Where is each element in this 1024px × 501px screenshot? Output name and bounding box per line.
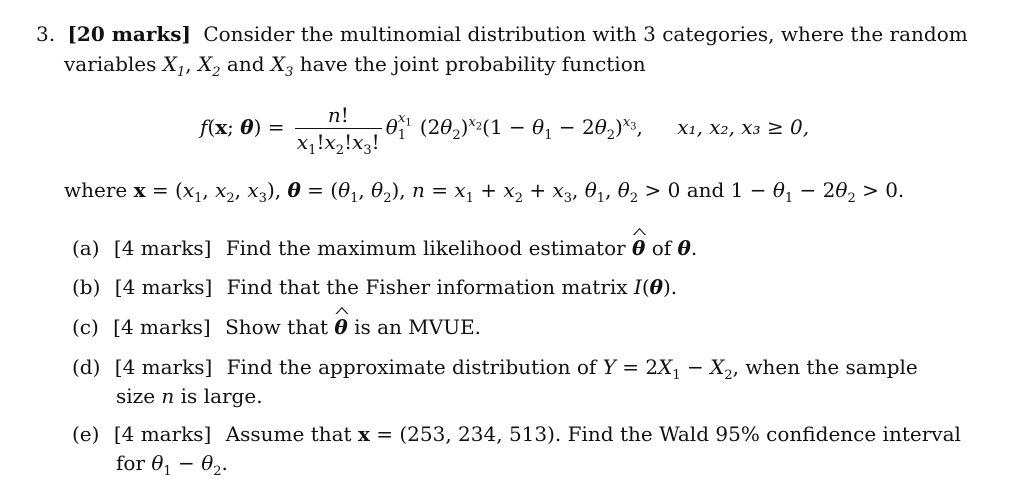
part-d-line2: size n is large. [116,384,263,408]
question-number: 3. [36,22,56,46]
part-b: (b) [4 marks] Find that the Fisher information matrix I(θ). [72,275,678,299]
part-e-line2: for $\theta_1 - \theta_2$. [116,451,228,479]
part-a: (a) [4 marks] Find the maximum likelihood estimator θ of θ. [72,236,698,260]
joint-probability-formula: f(x; θ) = $\frac{n!}{x_1!x_2!x_3!}$ $\theta_1^{x_1}$ $(2\theta_2)^{x_2}(1 - \theta_1 - 2\theta_2)^{x_3}$, x₁, x₂, x₃ ≥ 0, [200,103,810,158]
part-e: (e) [4 marks] Assume that x = (253, 234, 513). Find the Wald 95% confidence interval [72,422,961,446]
part-c: (c) [4 marks] Show that θ is an MVUE. [72,315,482,339]
question-marks: [20 marks] [67,22,191,46]
formula-condition: x₁, x₂, x₃ ≥ 0, [677,115,810,139]
where-definitions: where $x = (x_1$, $x_2$, $x_3$), $\theta = (\theta_1$, $\theta_2$), $n = x_1 + x_2 + x_3$, $\theta_1$, $\theta_2 > 0$ and $1 - \theta_1 - 2\theta_2 > 0$. [64,178,905,206]
question-intro-line2: variables $X_1$, $X_2$ and $X_3$ have the joint probability function [64,52,646,80]
question-header [36,20,968,48]
part-d: (d) [4 marks] Find the approximate distribution of $Y = 2X_1 - X_2$, when the sample [72,355,918,383]
formula-fraction: $\frac{n!}{x_1!x_2!x_3!}$ [296,103,380,158]
question-intro-line1: Consider the multinomial distribution with 3 categories, where the random [203,22,968,46]
